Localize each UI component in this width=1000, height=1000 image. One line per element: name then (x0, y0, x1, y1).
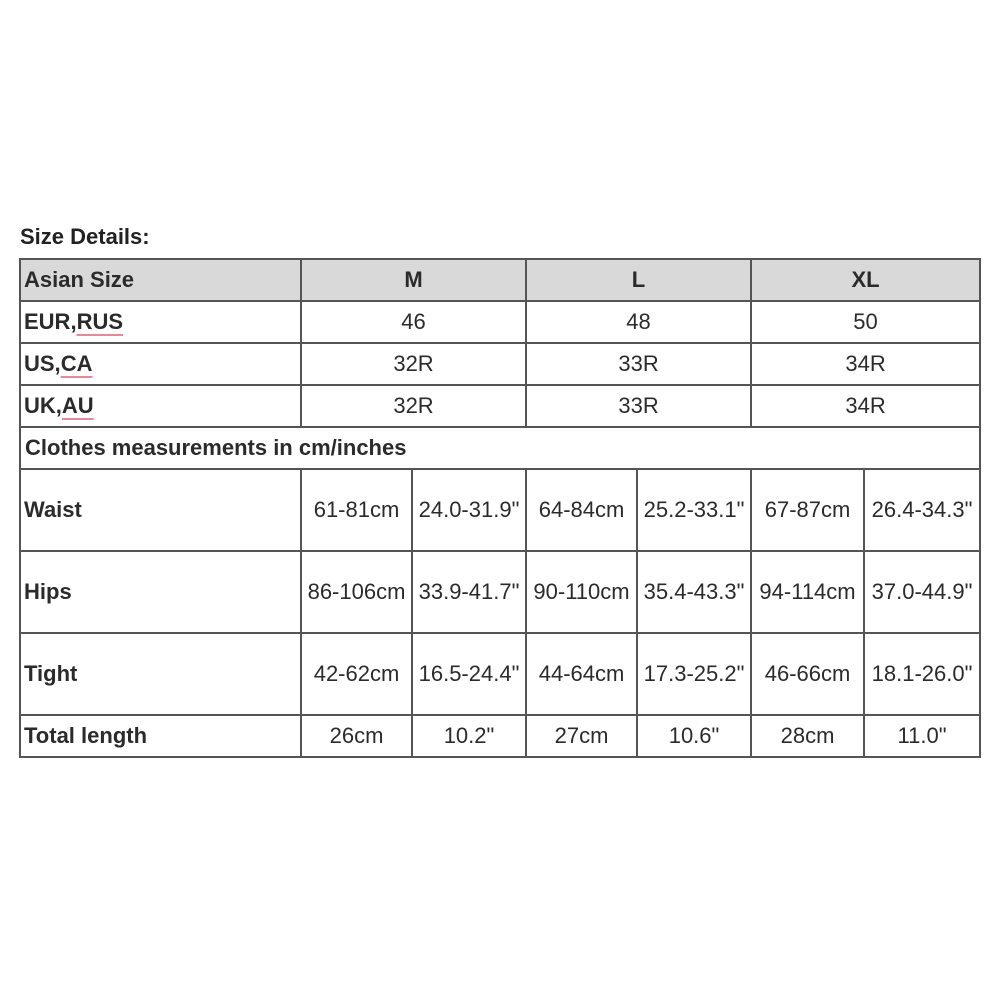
region-label (20, 385, 301, 427)
measure-cell-inch: 25.2-33.1" (637, 469, 751, 551)
measure-cell-cm: 94-114cm (751, 551, 864, 633)
measure-cell-inch: 10.2" (412, 715, 526, 757)
measure-label: Waist (20, 469, 301, 551)
measure-cell-cm: 28cm (751, 715, 864, 757)
measure-row-total-length (20, 715, 980, 757)
measure-cell-inch: 37.0-44.9" (864, 551, 980, 633)
region-value: 34R (751, 343, 980, 385)
region-row-eur (20, 301, 980, 343)
region-label (20, 343, 301, 385)
measure-label: Total length (20, 715, 301, 757)
page-heading: Size Details: (20, 224, 150, 249)
region-value: 32R (301, 343, 526, 385)
header-row (20, 259, 980, 301)
region-prefix: US, (24, 351, 61, 376)
measure-cell-cm: 27cm (526, 715, 637, 757)
region-value: 50 (751, 301, 980, 343)
region-name: AU (61, 393, 94, 418)
region-value: 32R (301, 385, 526, 427)
region-name: RUS (76, 309, 124, 334)
region-row-us (20, 343, 980, 385)
measure-cell-cm: 67-87cm (751, 469, 864, 551)
measure-cell-inch: 10.6" (637, 715, 751, 757)
measure-cell-inch: 17.3-25.2" (637, 633, 751, 715)
measure-cell-inch: 33.9-41.7" (412, 551, 526, 633)
size-header-xl: XL (751, 259, 980, 301)
region-value: 34R (751, 385, 980, 427)
measure-cell-inch: 26.4-34.3" (864, 469, 980, 551)
size-header-m: M (301, 259, 526, 301)
section-title: Clothes measurements in cm/inches (20, 427, 980, 469)
measure-cell-inch: 35.4-43.3" (637, 551, 751, 633)
measure-cell-inch: 11.0" (864, 715, 980, 757)
measure-label: Tight (20, 633, 301, 715)
region-label (20, 301, 301, 343)
region-prefix: EUR, (24, 309, 77, 334)
measure-cell-cm: 90-110cm (526, 551, 637, 633)
size-header-l: L (526, 259, 751, 301)
region-value: 33R (526, 385, 751, 427)
measure-cell-cm: 44-64cm (526, 633, 637, 715)
region-prefix: UK, (24, 393, 62, 418)
measure-cell-cm: 42-62cm (301, 633, 412, 715)
measure-cell-cm: 86-106cm (301, 551, 412, 633)
header-label: Asian Size (20, 259, 301, 301)
measure-cell-cm: 64-84cm (526, 469, 637, 551)
region-row-uk (20, 385, 980, 427)
measure-cell-cm: 26cm (301, 715, 412, 757)
measure-cell-cm: 61-81cm (301, 469, 412, 551)
measure-cell-inch: 24.0-31.9" (412, 469, 526, 551)
section-row (20, 427, 980, 469)
region-name: CA (60, 351, 93, 376)
measure-row-tight (20, 633, 980, 715)
region-value: 46 (301, 301, 526, 343)
measure-row-waist (20, 469, 980, 551)
measure-cell-cm: 46-66cm (751, 633, 864, 715)
measure-cell-inch: 16.5-24.4" (412, 633, 526, 715)
measure-cell-inch: 18.1-26.0" (864, 633, 980, 715)
measure-row-hips (20, 551, 980, 633)
size-table (19, 258, 981, 758)
region-value: 33R (526, 343, 751, 385)
region-value: 48 (526, 301, 751, 343)
measure-label: Hips (20, 551, 301, 633)
